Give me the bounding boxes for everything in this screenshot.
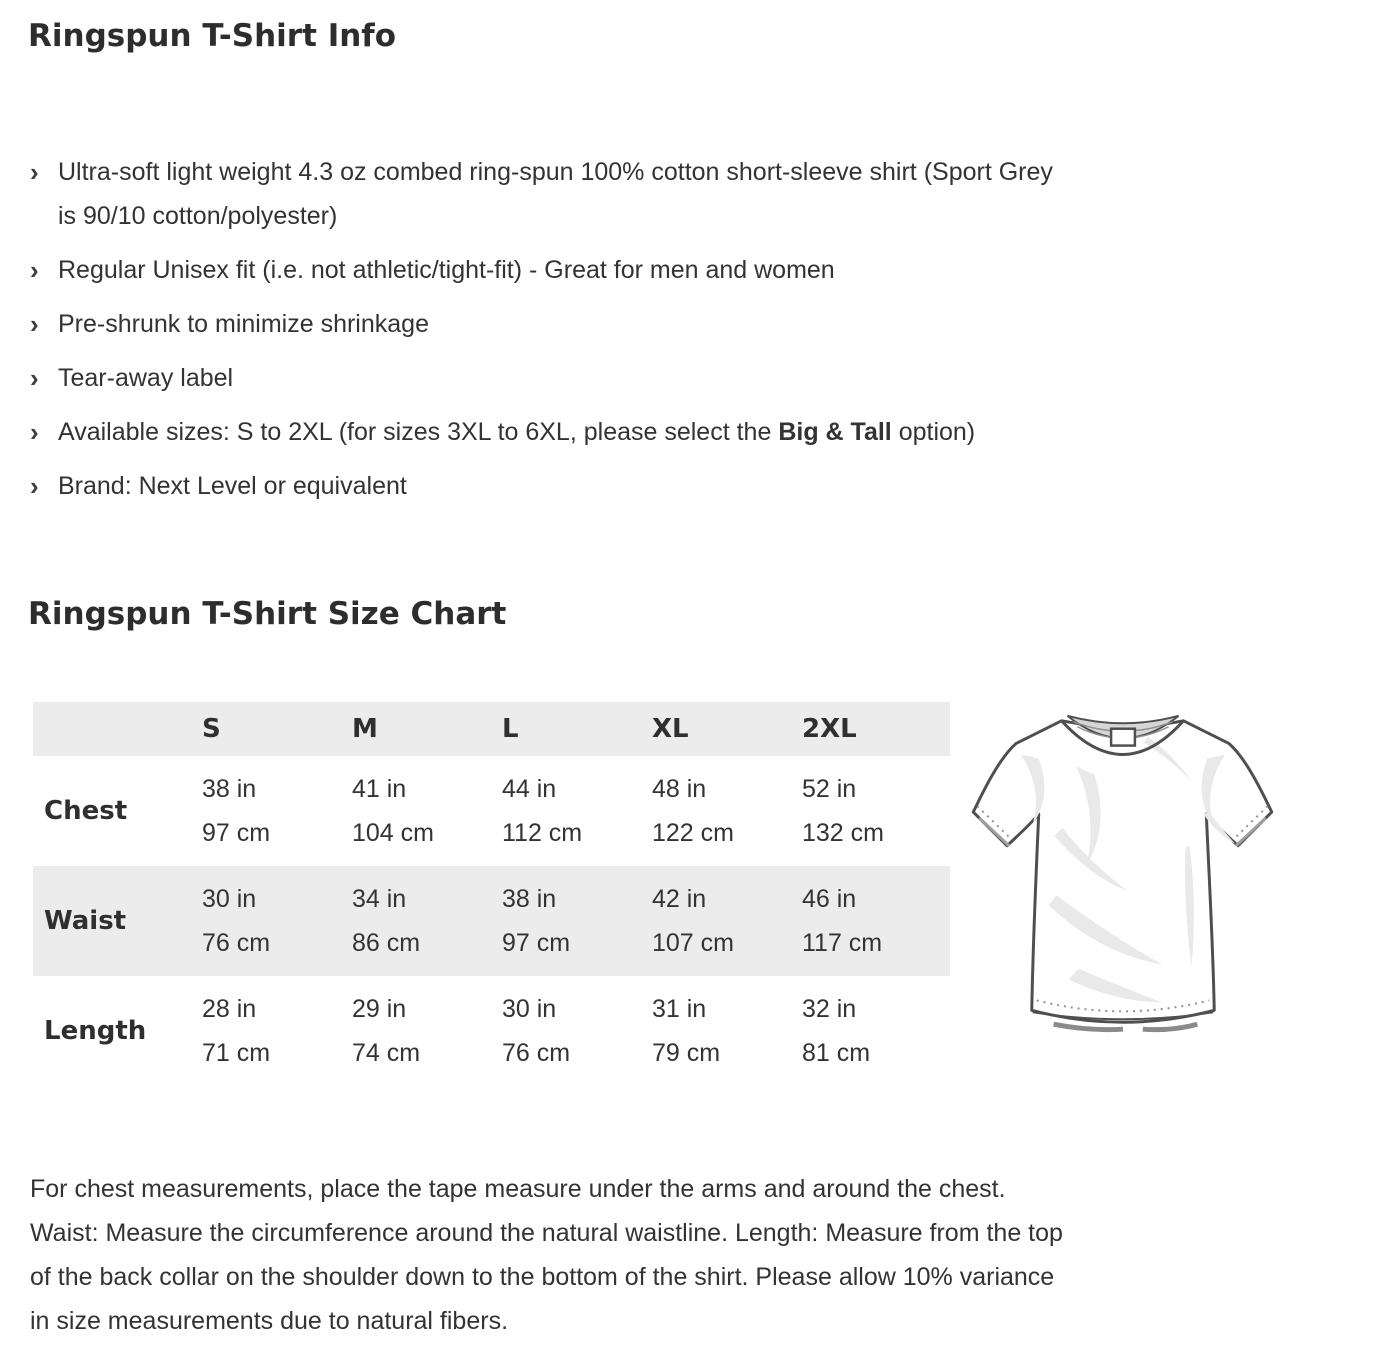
- info-heading: Ringspun T-Shirt Info: [28, 18, 397, 54]
- size-cell: 42 in 107 cm: [652, 885, 734, 957]
- list-item: [28, 356, 1357, 400]
- column-header-m: M: [350, 702, 500, 756]
- list-item: [28, 464, 1357, 508]
- size-cell: 28 in 71 cm: [202, 995, 271, 1067]
- bullet-chevron-icon: ›: [30, 255, 39, 285]
- size-cell: 38 in 97 cm: [202, 775, 271, 847]
- note-line: For chest measurements, place the tape measure under the arms and around the chest.: [30, 1175, 1006, 1203]
- list-item-text: Available sizes: S to 2XL (for sizes 3XL to 6XL, please select the Big & Tall option): [58, 418, 976, 446]
- bullet-chevron-icon: ›: [30, 471, 39, 501]
- size-cell: 52 in 132 cm: [802, 775, 884, 847]
- size-cell: 30 in 76 cm: [202, 885, 271, 957]
- table-row-waist: [33, 866, 950, 976]
- size-chart-table: [33, 702, 950, 1086]
- note-line: in size measurements due to natural fibers.: [30, 1307, 509, 1335]
- list-item: [28, 302, 1357, 346]
- note-line: Waist: Measure the circumference around the natural waistline. Length: Measure from the top: [30, 1219, 1063, 1247]
- size-cell: 41 in 104 cm: [352, 775, 434, 847]
- row-label: Waist: [44, 906, 127, 936]
- note-line: of the back collar on the shoulder down to the bottom of the shirt. Please allow 10% variance: [30, 1263, 1055, 1291]
- corner-cell: [33, 702, 200, 756]
- table-header-row: [33, 702, 950, 756]
- big-and-tall-emphasis: Big & Tall: [778, 418, 892, 446]
- tshirt-illustration: [958, 697, 1288, 1054]
- size-chart-section: [28, 702, 1357, 1086]
- size-cell: 38 in 97 cm: [502, 885, 571, 957]
- table-row-length: [33, 976, 950, 1086]
- feature-list: [28, 150, 1357, 508]
- size-cell: 46 in 117 cm: [802, 885, 883, 957]
- list-item-text: Brand: Next Level or equivalent: [58, 472, 407, 500]
- size-cell: 30 in 76 cm: [502, 995, 571, 1067]
- size-cell: 48 in 122 cm: [652, 775, 734, 847]
- column-header-s: S: [200, 702, 350, 756]
- size-cell: 32 in 81 cm: [802, 995, 871, 1067]
- list-item-text: Pre-shrunk to minimize shrinkage: [58, 310, 429, 338]
- list-item-text: Tear-away label: [58, 364, 234, 392]
- row-label: Length: [44, 1016, 147, 1046]
- bullet-chevron-icon: ›: [30, 417, 39, 447]
- measurement-note: [30, 1167, 1357, 1343]
- size-cell: 31 in 79 cm: [652, 995, 721, 1067]
- list-item: [28, 150, 1357, 238]
- size-cell: 44 in 112 cm: [502, 775, 583, 847]
- list-item: [28, 410, 1357, 454]
- size-cell: 34 in 86 cm: [352, 885, 421, 957]
- list-item-text: Ultra-soft light weight 4.3 oz combed ring-spun 100% cotton short-sleeve shirt (Sport Grey: [58, 158, 1053, 186]
- bullet-chevron-icon: ›: [30, 157, 39, 187]
- column-header-l: L: [500, 702, 650, 756]
- list-item: [28, 248, 1357, 292]
- row-label: Chest: [44, 796, 128, 826]
- list-item-text: Regular Unisex fit (i.e. not athletic/tight-fit) - Great for men and women: [58, 256, 835, 284]
- bullet-chevron-icon: ›: [30, 309, 39, 339]
- column-header-2xl: 2XL: [800, 702, 950, 756]
- bullet-chevron-icon: ›: [30, 363, 39, 393]
- column-header-xl: XL: [650, 702, 800, 756]
- list-item-text: is 90/10 cotton/polyester): [58, 202, 338, 230]
- table-row-chest: [33, 756, 950, 866]
- size-chart-heading: Ringspun T-Shirt Size Chart: [28, 596, 507, 632]
- size-cell: 29 in 74 cm: [352, 995, 421, 1067]
